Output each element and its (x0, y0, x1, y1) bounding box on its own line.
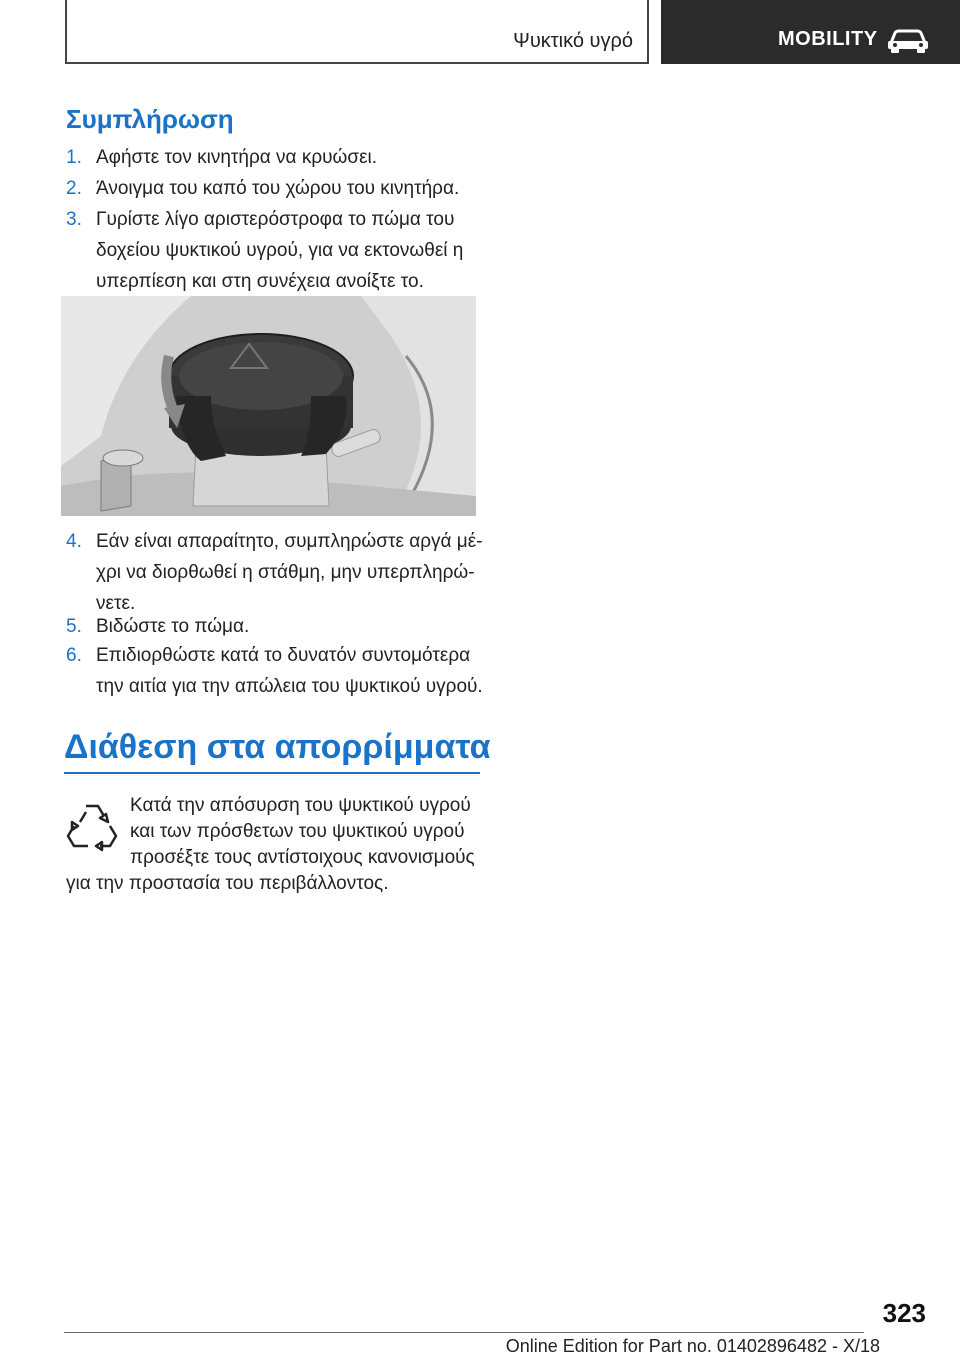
paragraph-line: προσέξτε τους αντίστοιχους κανονισμούς (130, 847, 475, 868)
step-number: 6. (66, 645, 82, 666)
list-item (66, 142, 486, 173)
step-text: νετε. (96, 593, 136, 614)
step-text: Αφήστε τον κινητήρα να κρυώσει. (96, 147, 378, 168)
header-brand: MOBILITY (778, 28, 878, 50)
step-text: Άνοιγμα του καπό του χώρου του κινητήρα. (96, 178, 460, 199)
paragraph-line: και των πρόσθετων του ψυκτικού υγρού (130, 821, 465, 842)
section-title-disposal: Διάθεση στα απορρίμματα (64, 728, 491, 766)
step-text: χρι να διορθωθεί η στάθμη, μην υπερπληρώ- (96, 562, 475, 583)
list-item (66, 173, 486, 204)
step-number: 2. (66, 178, 82, 199)
disposal-paragraph (66, 793, 482, 897)
list-item (66, 611, 486, 642)
list-item (66, 526, 486, 619)
paragraph-line: για την προστασία του περιβάλλοντος. (66, 873, 389, 894)
section-title-filling: Συμπλήρωση (66, 104, 234, 134)
paragraph-line: Κατά την απόσυρση του ψυκτικού υγρού (130, 795, 471, 816)
header-brand-box (661, 0, 960, 64)
step-number: 1. (66, 147, 82, 168)
step-text: υπερπίεση και στη συνέχεια ανοίξτε το. (96, 271, 424, 292)
car-icon (887, 27, 929, 53)
list-item (66, 640, 486, 702)
step-text: δοχείου ψυκτικού υγρού, για να εκτονωθεί η (96, 240, 464, 261)
step-text: Επιδιορθώστε κατά το δυνατόν συντομότερα (96, 645, 471, 666)
step-text: Βιδώστε το πώμα. (96, 616, 250, 637)
step-text: Εάν είναι απαραίτητο, συμπληρώστε αργά μέ- (96, 531, 483, 552)
step-number: 3. (66, 209, 82, 230)
coolant-cap-illustration (61, 296, 476, 516)
step-text: την αιτία για την απώλεια του ψυκτικού υγρού. (96, 676, 483, 697)
footer-edition: Online Edition for Part no. 01402896482 - X/18 (505, 1336, 880, 1356)
header-section-box (65, 0, 649, 64)
footer-divider (64, 1332, 864, 1333)
title-underline (64, 772, 480, 774)
header-section-title: Ψυκτικό υγρό (513, 30, 633, 52)
step-number: 5. (66, 616, 82, 637)
step-text: Γυρίστε λίγο αριστερόστροφα το πώμα του (96, 209, 455, 230)
list-item (66, 204, 486, 297)
page-number: 323 (882, 1298, 926, 1328)
step-number: 4. (66, 531, 82, 552)
